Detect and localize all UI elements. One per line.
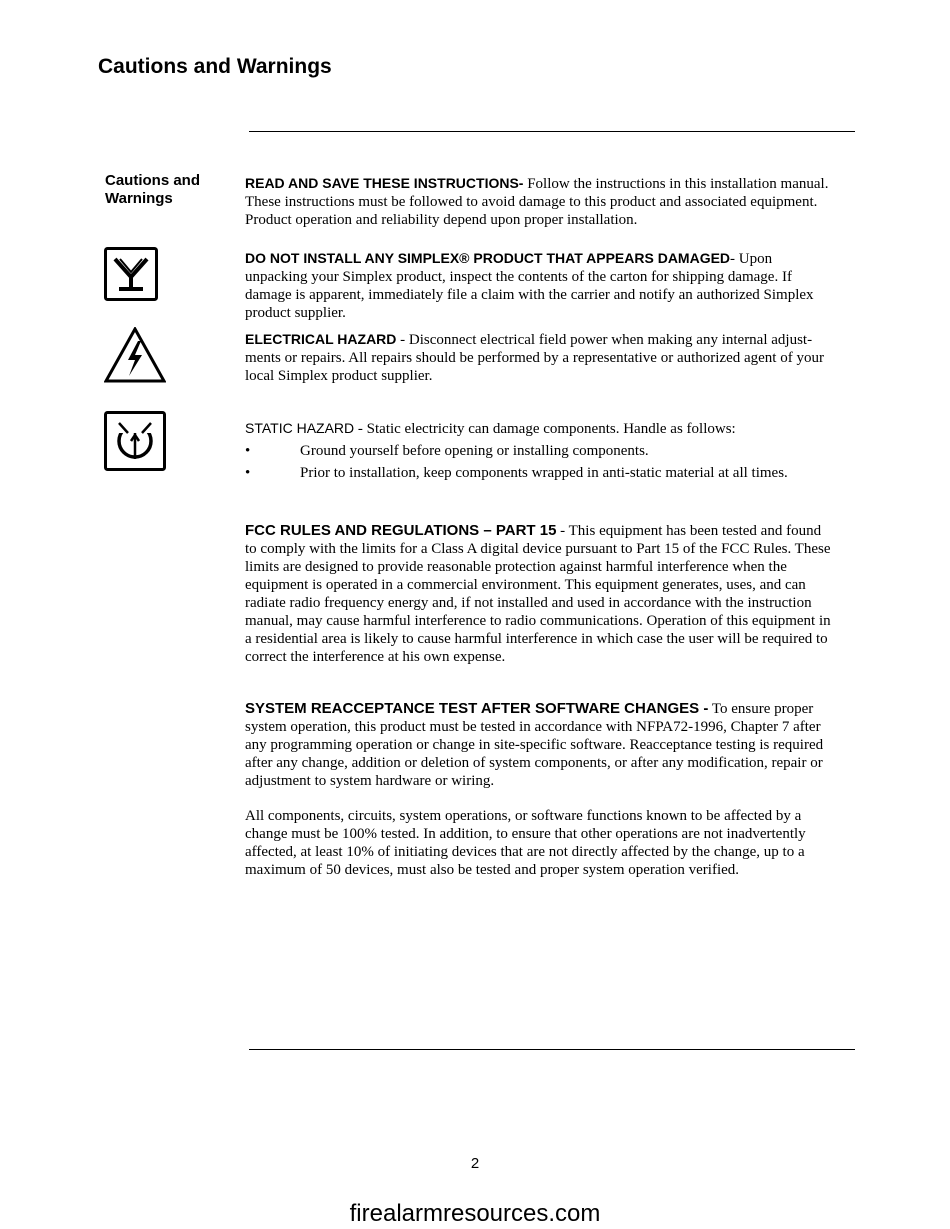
- damaged-body: - Upon unpacking your Simplex product, inspect the contents of the carton for shipping damage. If damage is apparent, immediately file a claim with the carrier and notify an authorized Simplex product supplier.: [245, 251, 814, 321]
- fcc-paragraph: [245, 522, 835, 666]
- damaged-glass-icon: [104, 247, 158, 301]
- top-divider: [249, 131, 855, 132]
- bullet-marker: •: [245, 465, 251, 481]
- page-number: 2: [470, 1155, 480, 1172]
- static-lead: STATIC HAZARD: [245, 420, 355, 436]
- bullet-marker: •: [245, 443, 251, 459]
- fcc-lead: FCC RULES AND REGULATIONS – PART 15: [245, 522, 557, 539]
- electrical-lead: ELECTRICAL HAZARD: [245, 331, 397, 347]
- read-save-paragraph: [245, 174, 835, 229]
- reacceptance-followup: All components, circuits, system operations, or software functions known to be affected by a change must be 100% tested. In addition, to ensure that other operations are not inadvertently affected, at least 10% of initiating devices that are not directly affected by the change, up to a maximum of 50 devices, must also be tested and proper system operation verified.: [245, 808, 806, 878]
- bullet-text: Prior to installation, keep components wrapped in anti-static material at all times.: [300, 465, 788, 481]
- damaged-paragraph: [245, 249, 835, 322]
- footer-watermark: firealarmresources.com: [349, 1200, 601, 1227]
- reacceptance-paragraph: [245, 700, 835, 790]
- electrical-hazard-icon: [104, 327, 166, 383]
- read-save-body: Follow the instructions in this installation manual. These instructions must be followed to avoid damage to this product and associated equipment. Product operation and reliability depend upon proper installation.: [245, 176, 829, 228]
- bullet-text: Ground yourself before opening or installing components.: [300, 443, 649, 459]
- static-hazard-icon: [104, 411, 166, 471]
- static-body: - Static electricity can damage components. Handle as follows:: [354, 421, 736, 437]
- electrical-paragraph: [245, 330, 835, 385]
- damaged-lead: DO NOT INSTALL ANY SIMPLEX® PRODUCT THAT APPEARS DAMAGED: [245, 250, 731, 266]
- electrical-body: - Disconnect electrical field power when making any internal adjust-ments or repairs. All repairs should be performed by a representative or authorized agent of your local Simplex product supplier.: [245, 332, 824, 384]
- static-paragraph: [245, 419, 835, 438]
- page-title: Cautions and Warnings: [98, 55, 332, 78]
- reacceptance-lead: SYSTEM REACCEPTANCE TEST AFTER SOFTWARE CHANGES -: [245, 700, 709, 717]
- fcc-body: - This equipment has been tested and found to comply with the limits for a Class A digital device pursuant to Part 15 of the FCC Rules. These limits are designed to provide reasonable protection against harmful interference when the equipment is operated in a commercial environment. This equipment generates, uses, and can radiate radio frequency energy and, if not installed and used in accordance with the instruction manual, may cause harmful interference to radio communications. Operation of this equipment in a residential area is likely to cause harmful interference in which case the user will be required to correct the interference at his own expense.: [245, 523, 831, 665]
- reacceptance-body: To ensure proper system operation, this product must be tested in accordance with NFPA72-1996, Chapter 7 after any programming operation or change in site-specific software. Reacceptance testing is required after any change, addition or deletion of system components, or after any modification, repair or adjustment to system hardware or wiring.: [245, 701, 824, 789]
- bottom-divider: [249, 1049, 855, 1050]
- read-save-lead: READ AND SAVE THESE INSTRUCTIONS-: [245, 175, 524, 191]
- side-heading: Cautions and Warnings: [105, 172, 201, 207]
